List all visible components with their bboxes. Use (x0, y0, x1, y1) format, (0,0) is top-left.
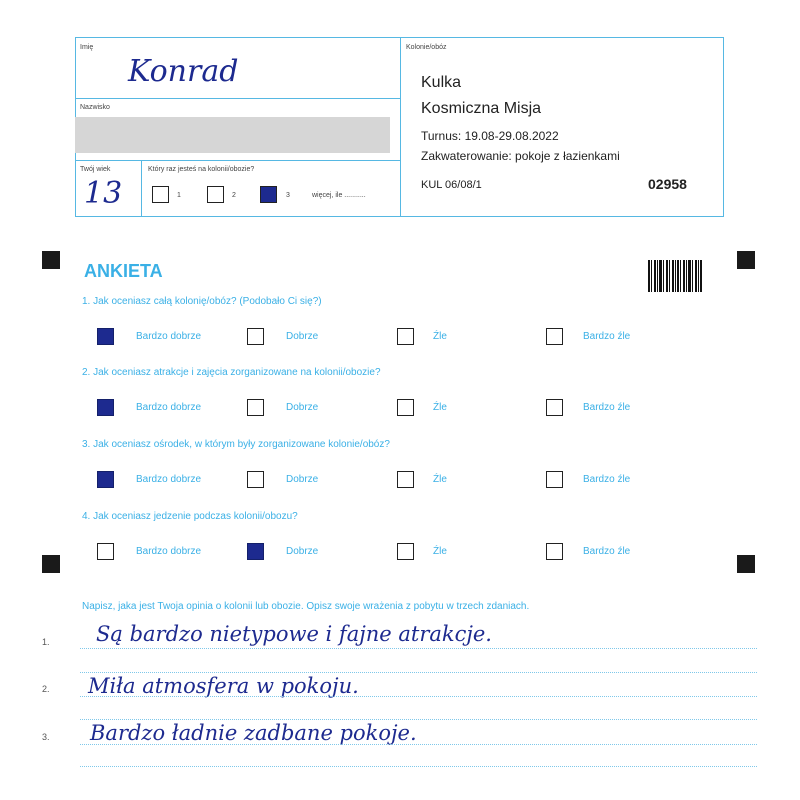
answer-checkbox[interactable] (546, 328, 563, 345)
alignment-marker (737, 251, 755, 269)
imie-label: Imię (80, 44, 94, 51)
writing-line (80, 696, 757, 697)
answer-checkbox[interactable] (97, 471, 114, 488)
ktory-raz-option-3: 3 (286, 192, 290, 199)
answer-label: Źle (433, 331, 447, 342)
answer-checkbox[interactable] (247, 471, 264, 488)
answer-checkbox[interactable] (397, 328, 414, 345)
kolonie-label: Kolonie/obóz (406, 44, 447, 51)
answer-checkbox[interactable] (97, 543, 114, 560)
answer-checkbox[interactable] (546, 543, 563, 560)
line-number: 1. (42, 637, 50, 647)
answer-checkbox[interactable] (97, 399, 114, 416)
ktory-raz-more: więcej, ile ........... (312, 192, 366, 199)
answer-label: Źle (433, 546, 447, 557)
nazwisko-label: Nazwisko (80, 104, 110, 111)
opinion-prompt: Napisz, jaka jest Twoja opinia o kolonii lub obozie. Opisz swoje wrażenia z pobytu w trzech zdaniach. (82, 601, 530, 612)
answer-label: Bardzo dobrze (136, 402, 202, 413)
writing-line (80, 719, 757, 720)
answer-checkbox[interactable] (397, 399, 414, 416)
answer-label: Bardzo dobrze (136, 331, 202, 342)
zakwaterowanie: Zakwaterowanie: pokoje z łazienkami (421, 149, 620, 163)
answer-checkbox[interactable] (247, 543, 264, 560)
opinion-line-1[interactable]: Są bardzo nietypowe i fajne atrakcje. (96, 622, 492, 646)
answer-label: Źle (433, 402, 447, 413)
id-number: 02958 (648, 176, 687, 192)
imie-value[interactable]: Konrad (128, 54, 239, 89)
alignment-marker (42, 251, 60, 269)
answer-label: Dobrze (286, 331, 319, 342)
question-text: 1. Jak oceniasz całą kolonię/obóz? (Podobało Ci się?) (82, 296, 322, 307)
writing-line (80, 744, 757, 745)
question-text: 3. Jak oceniasz ośrodek, w którym były zorganizowane kolonie/obóz? (82, 439, 390, 450)
opinion-line-3[interactable]: Bardzo ładnie zadbane pokoje. (90, 721, 417, 745)
divider (141, 160, 142, 217)
ktory-raz-option-1: 1 (177, 192, 181, 199)
answer-checkbox[interactable] (546, 471, 563, 488)
alignment-marker (737, 555, 755, 573)
answer-label: Bardzo dobrze (136, 474, 202, 485)
camp-name-2: Kosmiczna Misja (421, 100, 542, 117)
answer-checkbox[interactable] (546, 399, 563, 416)
question-text: 2. Jak oceniasz atrakcje i zajęcia zorganizowane na kolonii/obozie? (82, 367, 381, 378)
answer-label: Bardzo źle (583, 331, 631, 342)
wiek-label: Twój wiek (80, 166, 111, 173)
answer-checkbox[interactable] (397, 471, 414, 488)
ktory-raz-checkbox-3[interactable] (260, 186, 277, 203)
redacted-surname (75, 117, 390, 153)
ktory-raz-checkbox-1[interactable] (152, 186, 169, 203)
alignment-marker (42, 555, 60, 573)
survey-title: ANKIETA (84, 261, 163, 281)
answer-label: Bardzo źle (583, 546, 631, 557)
question-text: 4. Jak oceniasz jedzenie podczas kolonii/obozu? (82, 511, 298, 522)
divider (75, 98, 401, 99)
ktory-raz-checkbox-2[interactable] (207, 186, 224, 203)
answer-label: Dobrze (286, 402, 319, 413)
answer-checkbox[interactable] (397, 543, 414, 560)
writing-line (80, 766, 757, 767)
wiek-value[interactable]: 13 (84, 176, 123, 211)
divider (75, 160, 401, 161)
camp-name-1: Kulka (421, 74, 462, 91)
answer-checkbox[interactable] (247, 328, 264, 345)
opinion-line-2[interactable]: Miła atmosfera w pokoju. (88, 674, 359, 698)
line-number: 3. (42, 732, 50, 742)
ktory-raz-label: Który raz jesteś na kolonii/obozie? (148, 166, 255, 173)
ktory-raz-option-2: 2 (232, 192, 236, 199)
line-number: 2. (42, 684, 50, 694)
writing-line (80, 648, 757, 649)
barcode (648, 260, 702, 292)
answer-checkbox[interactable] (247, 399, 264, 416)
answer-checkbox[interactable] (97, 328, 114, 345)
answer-label: Dobrze (286, 474, 319, 485)
writing-line (80, 672, 757, 673)
turnus: Turnus: 19.08-29.08.2022 (421, 129, 559, 143)
answer-label: Bardzo źle (583, 402, 631, 413)
answer-label: Bardzo dobrze (136, 546, 202, 557)
answer-label: Źle (433, 474, 447, 485)
answer-label: Bardzo źle (583, 474, 631, 485)
camp-code: KUL 06/08/1 (421, 179, 482, 191)
answer-label: Dobrze (286, 546, 319, 557)
